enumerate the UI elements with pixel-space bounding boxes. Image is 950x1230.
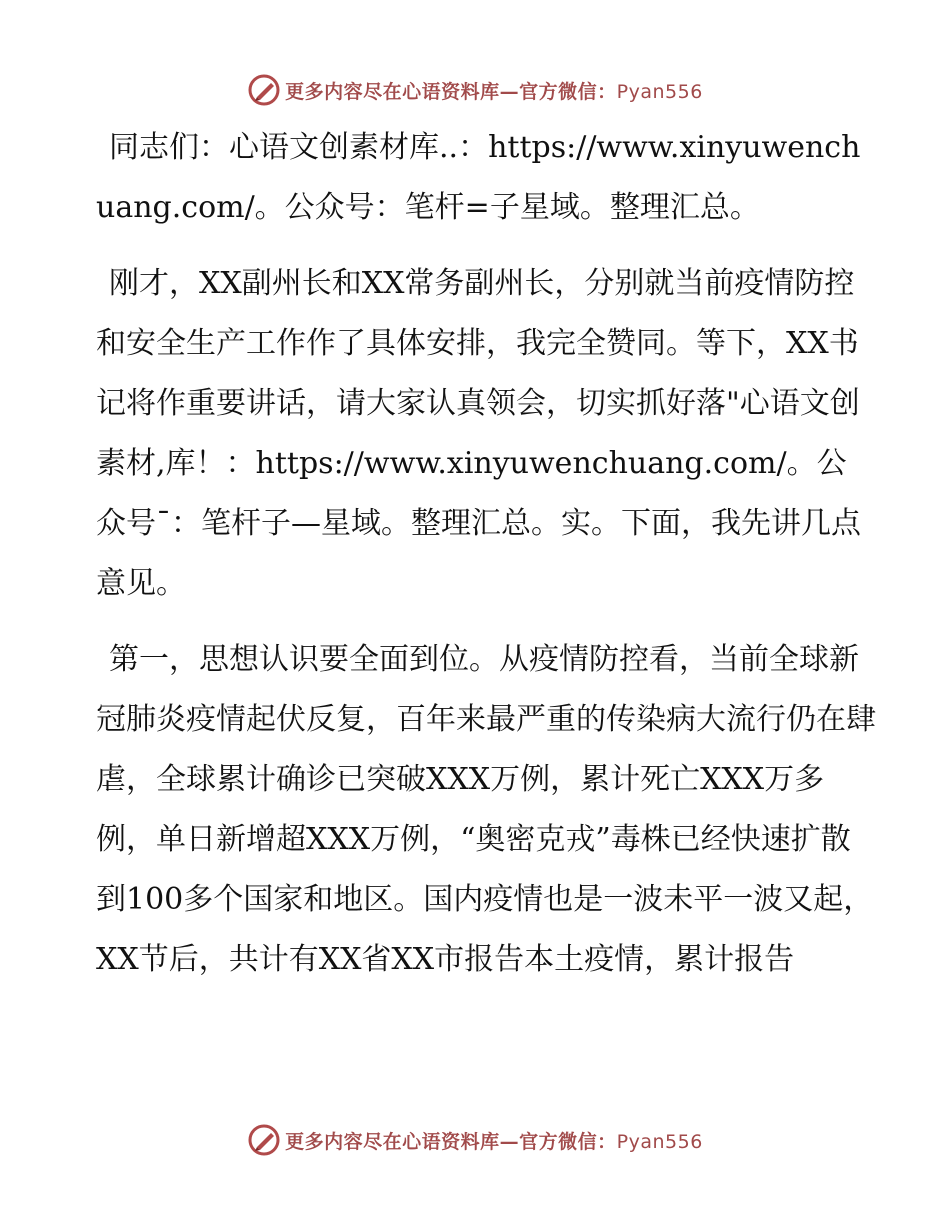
paragraph-intro: 刚才，XX副州长和XX常务副州长，分别就当前疫情防控和安全生产工作作了具体安排，我完全赞同。等下，XX书记将作重要讲话，请大家认真领会，切实抓好落"心语文创素材,库！：https://www.xinyuwenchuang.com/。公众号ˉ：笔杆子—星域。整理汇总。实。下面，我先讲几点意见。 — [96, 266, 861, 601]
document-body — [96, 118, 876, 1006]
paragraph-greeting: 同志们：心语文创素材库..：https://www.xinyuwenchuang.com/。公众号：笔杆=子星域。整理汇总。 — [96, 130, 861, 225]
pen-logo-icon — [247, 1123, 281, 1157]
watermark-text: 更多内容尽在心语资料库—官方微信：Pyan556 — [285, 80, 703, 103]
paragraph-point-one: 第一，思想认识要全面到位。从疫情防控看，当前全球新冠肺炎疫情起伏反复，百年来最严重的传染病大流行仍在肆虐，全球累计确诊已突破XXX万例，累计死亡XXX万多例，单日新增超XXX万例，“奥密克戎”毒株已经快速扩散到100多个国家和地区。国内疫情也是一波未平一波又起，XX节后，共计有XX省XX市报告本土疫情，累计报告 — [96, 642, 876, 977]
footer-watermark — [0, 1120, 950, 1160]
header-watermark — [0, 70, 950, 110]
watermark-text: 更多内容尽在心语资料库—官方微信：Pyan556 — [285, 1130, 703, 1153]
pen-logo-icon — [247, 73, 281, 107]
